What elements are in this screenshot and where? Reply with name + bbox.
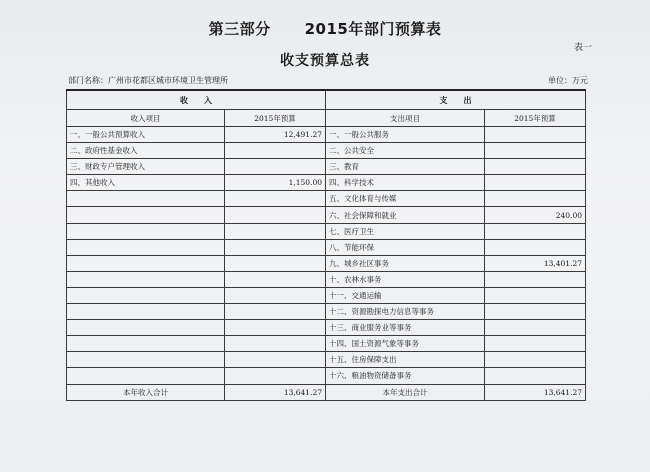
- expense-item-cell: 二、公共安全: [326, 143, 485, 159]
- page-title: [0, 18, 650, 39]
- income-value-cell: [225, 271, 326, 287]
- income-header: 收 入: [67, 90, 326, 110]
- expense-value-cell: [485, 143, 586, 159]
- expense-item-cell: 八、节能环保: [326, 239, 485, 255]
- table-title: 收支预算总表: [280, 53, 370, 69]
- expense-item-cell: 三、教育: [326, 159, 485, 175]
- income-item-cell: [67, 239, 225, 255]
- table-row: [67, 175, 586, 191]
- income-value-cell: [225, 304, 326, 320]
- department-name: 部门名称：广州市花都区城市环境卫生管理所: [68, 76, 228, 85]
- table-row: [67, 159, 586, 175]
- income-item-cell: [67, 255, 225, 271]
- income-item-cell: 三、财政专户管理收入: [67, 159, 225, 175]
- table-row: [67, 368, 586, 384]
- expense-value-cell: 240.00: [485, 207, 586, 223]
- income-value-cell: [225, 223, 326, 239]
- income-item-cell: [67, 223, 225, 239]
- table-row: [67, 320, 586, 336]
- expense-item-cell: 十四、国土资源气象等事务: [326, 336, 485, 352]
- table-row: [67, 271, 586, 287]
- income-item-cell: [67, 320, 225, 336]
- income-item-cell: [67, 207, 225, 223]
- expense-item-cell: 十、农林水事务: [326, 271, 485, 287]
- expense-item-cell: 四、科学技术: [326, 175, 485, 191]
- expense-value-cell: [485, 287, 586, 303]
- expense-value-cell: [485, 271, 586, 287]
- income-item-cell: [67, 304, 225, 320]
- expense-value-cell: [485, 239, 586, 255]
- income-value-cell: 1,150.00: [225, 175, 326, 191]
- income-item-cell: [67, 271, 225, 287]
- table-row: [67, 191, 586, 207]
- expense-value-cell: [485, 368, 586, 384]
- part-label: 第三部分: [208, 20, 271, 38]
- table-row: [67, 287, 586, 303]
- income-value-cell: [225, 352, 326, 368]
- unit-label: 单位：万元: [548, 76, 588, 85]
- table-row: [67, 239, 586, 255]
- expense-value-cell: [485, 304, 586, 320]
- income-total-value: 13,641.27: [225, 384, 326, 400]
- income-value-cell: 12,491.27: [225, 127, 326, 143]
- income-value-cell: [225, 368, 326, 384]
- expense-item-cell: 十一、交通运输: [326, 287, 485, 303]
- expense-item-cell: 十三、商业服务业等事务: [326, 320, 485, 336]
- expense-value-cell: [485, 191, 586, 207]
- table-row: [67, 352, 586, 368]
- budget-title: 2015年部门预算表: [304, 20, 442, 38]
- income-value-cell: [225, 159, 326, 175]
- income-value-cell: [225, 239, 326, 255]
- income-value-cell: [225, 255, 326, 271]
- expense-value-cell: [485, 175, 586, 191]
- income-item-cell: 一、一般公共预算收入: [67, 127, 225, 143]
- income-total-label: 本年收入合计: [67, 384, 225, 400]
- income-value-cell: [225, 320, 326, 336]
- income-item-cell: [67, 336, 225, 352]
- expense-item-cell: 六、社会保障和就业: [326, 207, 485, 223]
- expense-header: 支 出: [326, 90, 586, 110]
- income-value-cell: [225, 143, 326, 159]
- expense-total-value: 13,641.27: [485, 384, 586, 400]
- table-row: [67, 143, 586, 159]
- income-value-cell: [225, 191, 326, 207]
- total-row: [67, 384, 586, 400]
- expense-budget-col: 2015年预算: [485, 110, 586, 127]
- expense-item-cell: 九、城乡社区事务: [326, 255, 485, 271]
- expense-item-cell: 七、医疗卫生: [326, 223, 485, 239]
- budget-table: [66, 89, 586, 401]
- expense-item-cell: 十二、资源勘探电力信息等事务: [326, 304, 485, 320]
- expense-value-cell: [485, 223, 586, 239]
- income-item-cell: [67, 368, 225, 384]
- expense-value-cell: [485, 159, 586, 175]
- income-value-cell: [225, 207, 326, 223]
- table-row: [67, 336, 586, 352]
- expense-value-cell: [485, 127, 586, 143]
- table-row: [67, 223, 586, 239]
- expense-value-cell: [485, 336, 586, 352]
- expense-value-cell: [485, 352, 586, 368]
- expense-item-col: 支出项目: [326, 110, 485, 127]
- income-budget-col: 2015年预算: [225, 110, 326, 127]
- table-row: [67, 127, 586, 143]
- income-item-cell: [67, 191, 225, 207]
- expense-value-cell: [485, 320, 586, 336]
- table-row: [67, 207, 586, 223]
- income-item-col: 收入项目: [67, 110, 225, 127]
- expense-item-cell: 十六、粮油物资储备事务: [326, 368, 485, 384]
- expense-item-cell: 五、文化体育与传媒: [326, 191, 485, 207]
- table-row: [67, 255, 586, 271]
- income-value-cell: [225, 336, 326, 352]
- income-item-cell: [67, 352, 225, 368]
- table-group-header: [67, 90, 586, 110]
- table-row: [67, 304, 586, 320]
- expense-item-cell: 一、一般公共服务: [326, 127, 485, 143]
- table-column-header: [67, 110, 586, 127]
- table-number: 表一: [573, 43, 592, 53]
- income-value-cell: [225, 287, 326, 303]
- expense-total-label: 本年支出合计: [326, 384, 485, 400]
- income-item-cell: 二、政府性基金收入: [67, 143, 225, 159]
- expense-item-cell: 十五、住房保障支出: [326, 352, 485, 368]
- expense-value-cell: 13,401.27: [485, 255, 586, 271]
- income-item-cell: [67, 287, 225, 303]
- income-item-cell: 四、其他收入: [67, 175, 225, 191]
